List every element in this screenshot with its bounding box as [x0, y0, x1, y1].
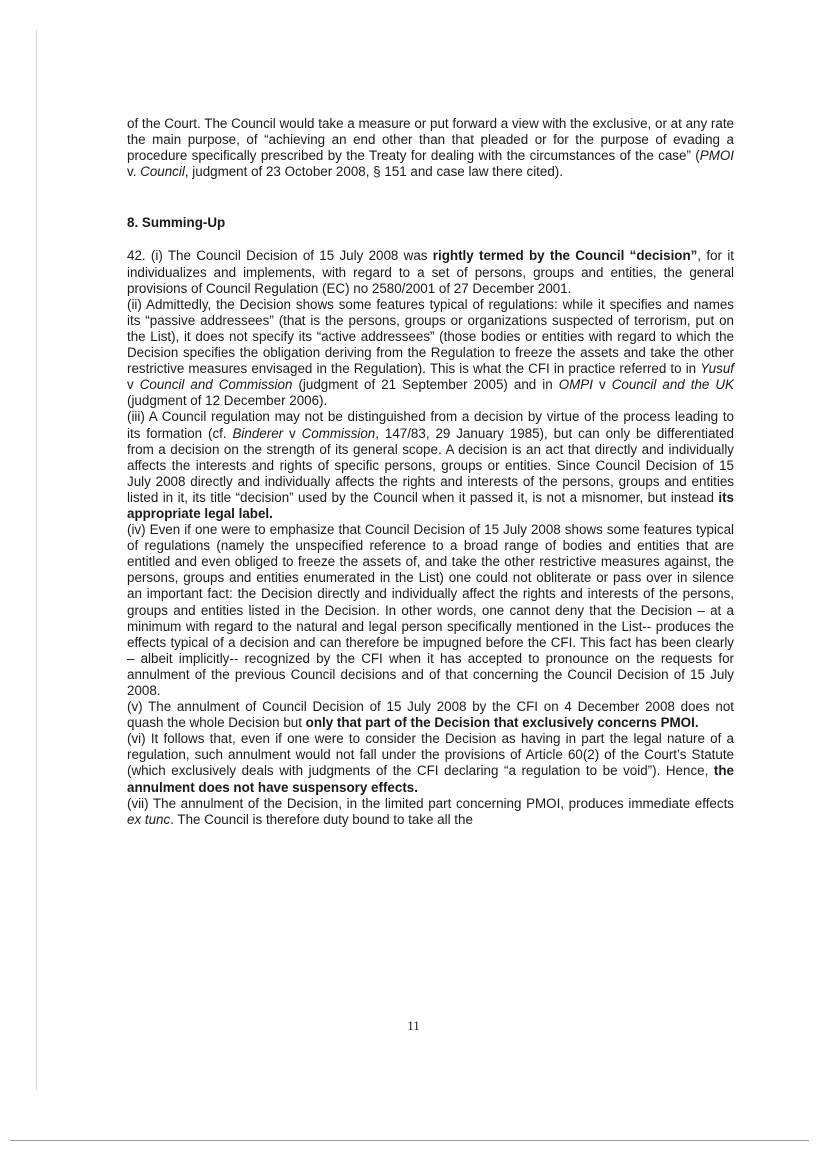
text-segment: Council and Commission [139, 377, 293, 393]
paragraph-vii [127, 796, 734, 828]
text-segment: (ii) Admittedly, the Decision shows some features typical of regulations: while it specifies and names its “passive addressees” (that is the persons, groups or organizations suspected of terrorism, put on the List), it does not specify its “active addressees” (those bodies or entities with regard to which the Decision specifies the obligation deriving from the Regulation to freeze the assets and take the other restrictive measures envisaged in the Regulation). This is what the CFI in practice referred to in [127, 296, 734, 377]
text-segment: v. [127, 164, 141, 180]
text-segment: of the Court. The Council would take a measure or put forward a view with the exclusive, or at any rate the main purpose, of “achieving an end other than that pleaded or for the purpose of evading a procedure specifically prescribed by the Treaty for dealing with the circumstances of the case” ( [127, 116, 734, 164]
text-segment: rightly termed by the Council “decision” [432, 248, 698, 264]
text-segment: v [283, 425, 302, 441]
text-segment: only that part of the Decision that exclusively concerns PMOI. [305, 715, 699, 731]
text-segment: Yusuf [700, 361, 734, 377]
text-segment: ex tunc [127, 811, 171, 827]
paragraph-vi [127, 731, 734, 795]
document-body [127, 116, 734, 828]
paragraph-iv [127, 522, 734, 699]
text-segment: (iv) Even if one were to emphasize that Council Decision of 15 July 2008 shows some features typical of regulations (namely the unspecified reference to a broad range of bodies and entities that are entitled and even obliged to freeze the assets of, and take the other restrictive measures against, the persons, groups and entities enumerated in the List) one could not obliterate or pass over in silence an important fact: the Decision directly and individually affect the rights and interests of the persons, groups and entities listed in the Decision. In other words, one cannot deny that the Decision – at a minimum with regard to the natural and legal person specifically mentioned in the List-- produces the effects typical of a decision and can therefore be impugned before the CFI. This fact has been clearly – albeit implicitly-- recognized by the CFI when it has accepted to pronounce on the requests for annulment of the previous Council decisions and of that concerning the Council Decision of 15 July 2008. [127, 522, 734, 698]
paragraph-i [127, 248, 734, 296]
text-segment: (vi) It follows that, even if one were to consider the Decision as having in part the legal nature of a regulation, such annulment would not fall under the provisions of Article 60(2) of the Court’s Statute (which exclusively deals with judgments of the CFI declaring “a regulation to be void”). Hence, [127, 731, 734, 779]
text-segment: Binderer [232, 425, 284, 441]
section-heading: 8. Summing-Up [127, 215, 226, 231]
text-segment: (judgment of 12 December 2006). [127, 393, 328, 409]
paragraph-intro [127, 116, 734, 180]
text-segment: OMPI [558, 377, 593, 393]
paragraph-ii [127, 297, 734, 410]
text-segment: . The Council is therefore duty bound to take all the [170, 811, 473, 827]
text-segment: the annulment does not have suspensory effects. [127, 763, 734, 795]
paragraph-v [127, 699, 734, 731]
text-segment: (v) The annulment of Council Decision of 15 July 2008 by the CFI on 4 December 2008 does not quash the whole Decision but [127, 699, 734, 731]
text-segment: (judgment of 21 September 2005) and in [292, 377, 559, 393]
scan-bottom-line [10, 1140, 809, 1141]
text-segment: v [127, 377, 140, 393]
text-segment: PMOI [699, 148, 734, 164]
text-segment: , judgment of 23 October 2008, § 151 and case law there cited). [184, 164, 563, 180]
text-segment: Commission [301, 425, 376, 441]
text-segment: (iii) A Council regulation may not be distinguished from a decision by virtue of the process leading to its formation (cf. [127, 409, 734, 441]
text-segment: (vii) The annulment of the Decision, in the limited part concerning PMOI, produces immediate effects [127, 795, 734, 811]
page-number: 11 [407, 1018, 420, 1033]
text-segment: , for it individualizes and implements, with regard to a set of persons, groups and entities, the general provisions of Council Regulation (EC) no 2580/2001 of 27 December 2001. [127, 248, 735, 296]
text-segment: Council and the UK [611, 377, 734, 393]
text-segment: 42. (i) The Council Decision of 15 July 2008 was [127, 248, 433, 264]
text-segment: v [592, 377, 612, 393]
scan-margin-line [36, 30, 37, 1090]
text-segment: its appropriate legal label. [127, 489, 734, 521]
text-segment: Council [140, 164, 185, 180]
paragraph-iii [127, 409, 734, 522]
text-segment: , 147/83, 29 January 1985), but can only be differentiated from a decision on the strength of its general scope. A decision is an act that directly and individually affects the interests and rights of specific persons, groups or entities. Since Council Decision of 15 July 2008 directly and individually affects the rights and interests of the persons, groups and entities listed in it, its title “decision” used by the Council when it passed it, is not a misnomer, but instead [127, 425, 735, 505]
